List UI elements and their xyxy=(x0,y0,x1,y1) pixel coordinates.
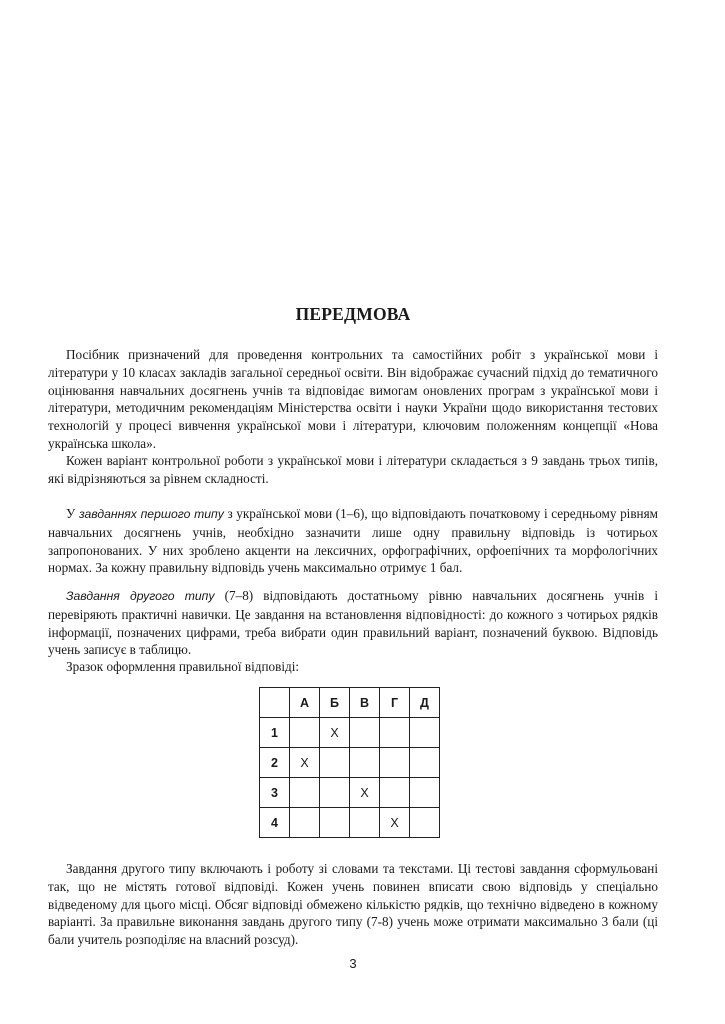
first-type-text: з української мови (1–6), що відповідають початковому і середньому рівням навчальних досягнень учнів, необхідно зазначити лише одну правильну відповідь із чотирьох запропонованих. У них зроблено акценти на лексичних, орфографічних, орфоепічних та морфологічних нормах. За кожну правильну відповідь учень максимально отримує 1 бал. xyxy=(48,506,659,576)
table-row xyxy=(260,718,440,748)
first-type-emphasis: завданнях першого типу xyxy=(78,507,224,521)
row-label: 2 xyxy=(260,748,290,778)
page-number: 3 xyxy=(349,956,357,971)
answer-table xyxy=(259,687,440,838)
first-type-lead: У xyxy=(66,506,76,521)
row-label: 3 xyxy=(260,778,290,808)
column-header: А xyxy=(290,688,320,718)
answer-cell xyxy=(350,748,380,778)
paragraph-second-type xyxy=(48,587,658,659)
paragraph-second-type-details: Завдання другого типу включають і роботу зі словами та текстами. Ці тестові завдання сформульовані так, що не містять готової відповіді. Кожен учень повинен вписати свою відповідь у спеціально відведеному для цього місці. Обсяг відповіді обмежено кількістю рядків, що технічно відведено в кожному варіанті. За правильне виконання завдань другого типу (7-8) учень може отримати максимально 3 бали (ці бали учитель розподіляє на власний розсуд). xyxy=(48,861,658,948)
answer-cell xyxy=(380,778,410,808)
document-page xyxy=(48,0,658,1024)
table-row xyxy=(260,808,440,838)
answer-cell xyxy=(320,808,350,838)
second-type-emphasis: Завдання другого типу xyxy=(66,589,215,603)
paragraph-sample-label: Зразок оформлення правильної відповіді: xyxy=(66,659,300,674)
page-title: ПЕРЕДМОВА xyxy=(295,304,411,324)
column-header: Д xyxy=(410,688,440,718)
answer-cell xyxy=(380,718,410,748)
answer-cell xyxy=(290,718,320,748)
paragraph-structure: Кожен варіант контрольної роботи з української мови і літератури складається з 9 завдань трьох типів, які відрізняються за рівнем складності. xyxy=(48,453,658,486)
answer-cell xyxy=(410,778,440,808)
answer-cell: Х xyxy=(380,808,410,838)
answer-cell: Х xyxy=(290,748,320,778)
paragraph-first-type xyxy=(48,505,658,577)
answer-cell xyxy=(380,748,410,778)
corner-cell xyxy=(260,688,290,718)
table-row xyxy=(260,778,440,808)
second-type-text: (7–8) відповідають достатньому рівню навчальних досягнень учнів і перевіряють практичні навички. Це завдання на встановлення відповідності: до кожного з чотирьох рядків інформації, позначених цифрами, треба вибрати один правильний варіант, позначений буквою. Відповідь учень записує в таблицю. xyxy=(48,588,658,658)
answer-cell xyxy=(410,808,440,838)
column-header: Б xyxy=(320,688,350,718)
answer-cell xyxy=(290,778,320,808)
answer-cell: Х xyxy=(320,718,350,748)
paragraph-intro: Посібник призначений для проведення контрольних та самостійних робіт з української мови і літератури у 10 класах закладів загальної середньої освіти. Він відображає сучасний підхід до тематичного оцінювання навчальних досягнень учнів та відповідає вимогам оновлених програм з української мови і літератури, методичним рекомендаціям Міністерства освіти і науки України щодо використання тестових технологій у процесі вивчення української мови і літератури, ключовим положенням концепції «Нова українська школа». xyxy=(48,347,658,451)
answer-cell xyxy=(320,778,350,808)
answer-cell xyxy=(410,748,440,778)
answer-cell xyxy=(290,808,320,838)
answer-table-header xyxy=(260,688,440,718)
answer-cell xyxy=(410,718,440,748)
answer-cell xyxy=(350,718,380,748)
answer-cell xyxy=(320,748,350,778)
answer-cell: Х xyxy=(350,778,380,808)
row-label: 4 xyxy=(260,808,290,838)
row-label: 1 xyxy=(260,718,290,748)
answer-cell xyxy=(350,808,380,838)
table-row xyxy=(260,748,440,778)
column-header: Г xyxy=(380,688,410,718)
column-header: В xyxy=(350,688,380,718)
